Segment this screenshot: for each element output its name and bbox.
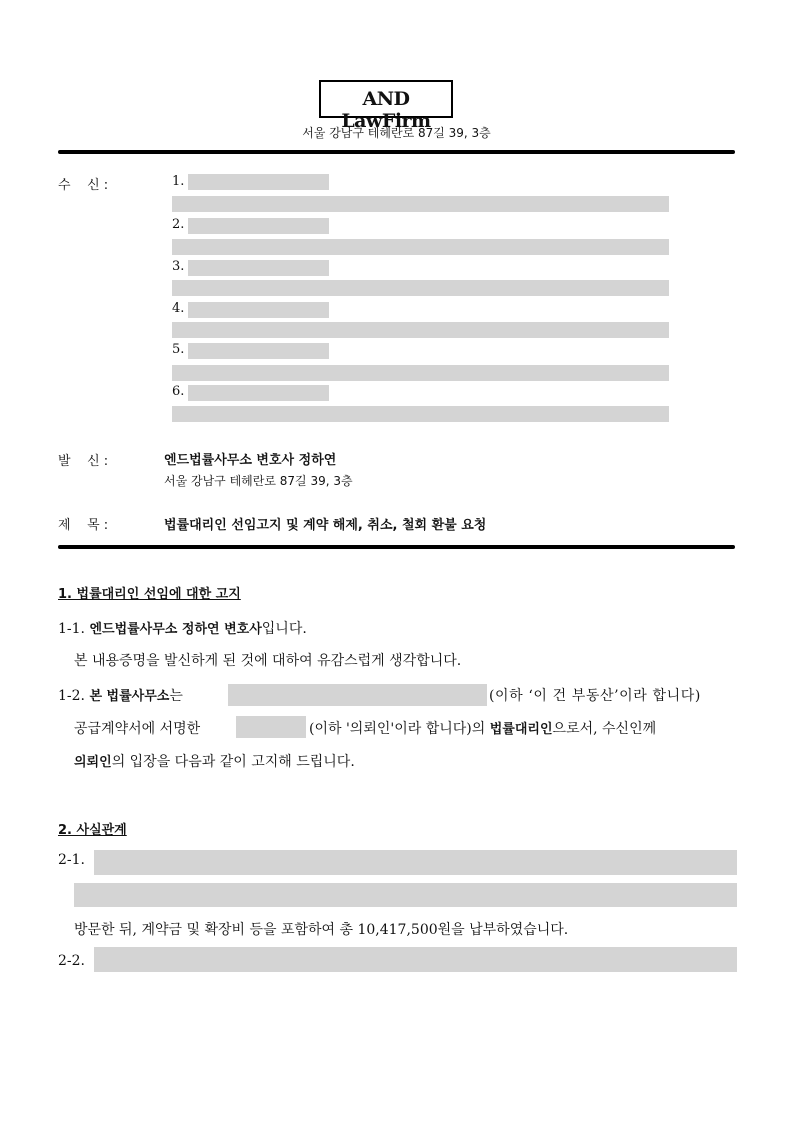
paragraph-text: 의 입장을 다음과 같이 고지해 드립니다. (111, 754, 355, 770)
redacted-fact-line-2 (74, 883, 737, 907)
subject-label: 제 목 : (58, 518, 109, 533)
redacted-recipient-address-2 (172, 239, 669, 255)
paragraph-1-2 (58, 685, 183, 705)
paragraph-2-2-number: 2-2. (58, 953, 85, 969)
paragraph-2-1-number: 2-1. (58, 852, 85, 868)
redacted-recipient-name-6 (188, 385, 329, 401)
recipient-number-4: 4. (172, 301, 185, 316)
firm-lawyer-name: 엔드법률사무소 정하연 변호사 (89, 622, 262, 637)
top-divider (58, 150, 735, 154)
firm-name: 본 법률사무소 (89, 689, 170, 704)
paragraph-1-2-line-2 (309, 718, 656, 738)
recipient-number-5: 5. (172, 342, 185, 357)
redacted-recipient-address-1 (172, 196, 669, 212)
paragraph-2-1-line-3: 방문한 뒤, 계약금 및 확장비 등을 포함하여 총 10,417,500원을 납부하였습니다. (74, 922, 569, 938)
section-2-heading: 2. 사실관계 (58, 823, 127, 838)
redacted-recipient-name-5 (188, 343, 329, 359)
recipient-label: 수 신 : (58, 178, 109, 193)
header-address: 서울 강남구 테헤란로 87길 39, 3층 (302, 126, 491, 140)
logo-text: AND LawFirm (341, 88, 431, 132)
redacted-recipient-name-3 (188, 260, 329, 276)
redacted-recipient-address-6 (172, 406, 669, 422)
paragraph-number: 1-1. (58, 621, 85, 637)
redacted-recipient-name-2 (188, 218, 329, 234)
paragraph-text: 입니다. (261, 621, 307, 637)
client: 의뢰인 (74, 755, 112, 770)
recipient-number-6: 6. (172, 384, 185, 399)
paragraph-number: 1-2. (58, 688, 85, 704)
sender-name: 엔드법률사무소 변호사 정하연 (164, 453, 337, 468)
paragraph-text: (이하 '의뢰인'이라 합니다)의 (309, 721, 486, 737)
redacted-recipient-address-3 (172, 280, 669, 296)
redacted-client-name (236, 716, 306, 738)
sender-address: 서울 강남구 테헤란로 87길 39, 3층 (164, 474, 353, 488)
redacted-fact-line-3 (94, 947, 737, 972)
redacted-recipient-name-1 (188, 174, 329, 190)
redacted-recipient-address-5 (172, 365, 669, 381)
redacted-property (228, 684, 487, 706)
redacted-recipient-address-4 (172, 322, 669, 338)
recipient-number-2: 2. (172, 217, 185, 232)
paragraph-text: 으로서, 수신인께 (552, 721, 657, 737)
paragraph-1-2-property-alias: (이하 ‘이 건 부동산’이라 합니다) (489, 688, 701, 704)
paragraph-text: 는 (169, 688, 183, 704)
paragraph-1-2-line-2a: 공급계약서에 서명한 (74, 721, 201, 737)
paragraph-1-1-line-2: 본 내용증명을 발신하게 된 것에 대하여 유감스럽게 생각합니다. (74, 653, 462, 669)
recipient-number-3: 3. (172, 259, 185, 274)
redacted-recipient-name-4 (188, 302, 329, 318)
subject-text: 법률대리인 선임고지 및 계약 해제, 취소, 철회 환불 요청 (164, 518, 487, 533)
paragraph-1-2-line-3 (74, 751, 355, 771)
recipient-number-1: 1. (172, 174, 185, 189)
sender-label: 발 신 : (58, 454, 109, 469)
logo (319, 80, 453, 132)
section-1-heading: 1. 법률대리인 선임에 대한 고지 (58, 587, 241, 602)
paragraph-1-1 (58, 618, 307, 638)
bottom-divider (58, 545, 735, 549)
redacted-fact-line-1 (94, 850, 737, 875)
legal-representative: 법률대리인 (489, 722, 553, 737)
